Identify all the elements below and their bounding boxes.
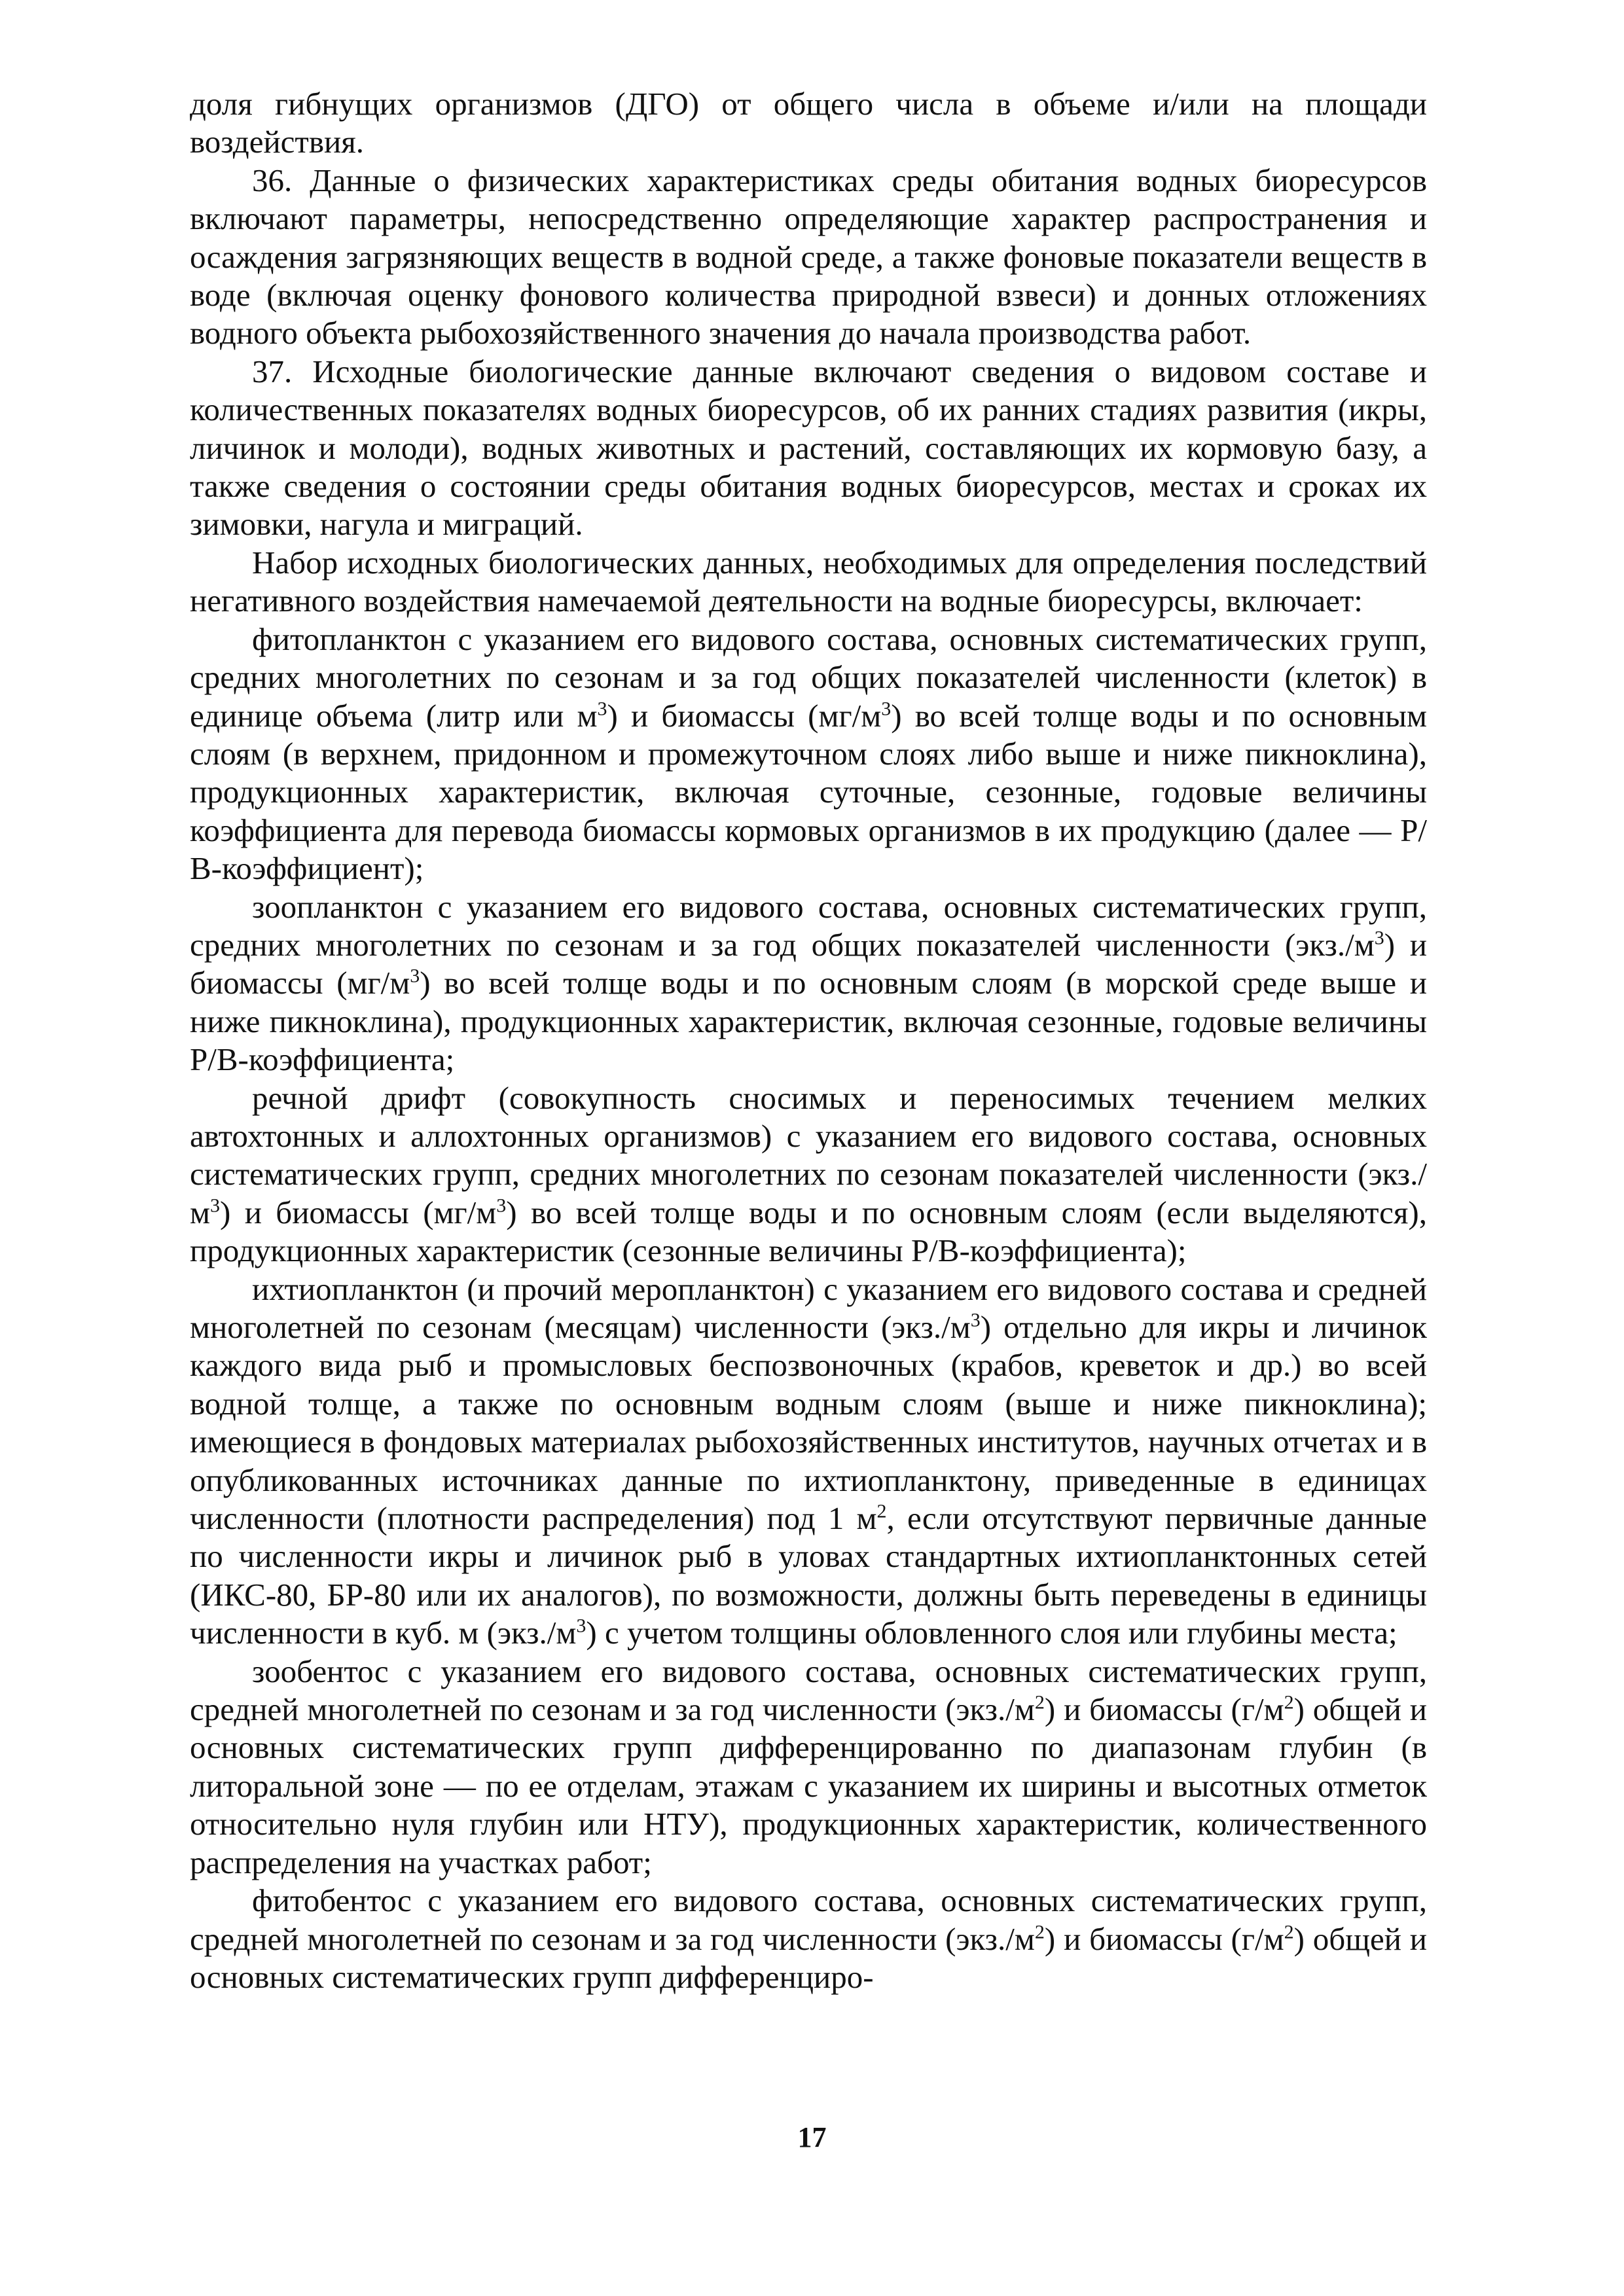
superscript-exponent: 2	[876, 1500, 887, 1522]
paragraph-37-biological-data: 37. Исходные биологические данные включают сведения о видовом составе и количественных показателях водных биоресурсов, об их ранних стадиях развития (икры, личинок и молоди), водных животных и растений, составляющих их кормовую базу, а также сведения о состоянии среды обитания водных биоресурсов, местах и сроках их зимовки, нагула и миграций.	[190, 353, 1427, 543]
paragraph-zooplankton: зоопланктон с указанием его видового состава, основных систематических групп, средних многолетних по сезонам и за год общих показателей численности $(экз./м^3)$ и биомассы $(мг/м^3)$ во всей толще воды и по основным слоям (в морской среде выше и ниже пикноклина), продукционных характеристик, включая сезонные, годовые величины Р/В-коэффициента;	[190, 888, 1427, 1078]
page-number: 17	[797, 2121, 827, 2153]
paragraph-river-drift: речной дрифт (совокупность сносимых и переносимых течением мелких автохтонных и аллохтонных организмов) с указанием его видового состава, основных систематических групп, средних многолетних по сезонам показателей численности $(экз./м^3)$ и биомассы $(мг/м^3)$ во всей толще воды и по основным слоям (если выделяются), продукционных характеристик (сезонные величины Р/В-коэффициента);	[190, 1079, 1427, 1269]
superscript-exponent: 3	[576, 1615, 586, 1637]
paragraph-phytobenthos: фитобентос с указанием его видового состава, основных систематических групп, средней многолетней по сезонам и за год численности $(экз./м^2)$ и биомассы $(г/м^2)$ общей и основных систематических групп дифференциро-	[190, 1882, 1427, 1995]
superscript-exponent: 3	[496, 1194, 507, 1217]
superscript-exponent: 2	[1284, 1921, 1294, 1943]
superscript-exponent: 2	[1034, 1921, 1045, 1943]
superscript-exponent: 3	[970, 1309, 981, 1331]
superscript-exponent: 2	[1034, 1691, 1045, 1713]
paragraph-phytoplankton: фитопланктон с указанием его видового состава, основных систематических групп, средних многолетних по сезонам и за год общих показателей численности (клеток) в единице объема (литр или $м^3$) и биомассы $(мг/м^3)$ во всей толще воды и по основным слоям (в верхнем, придонном и промежуточном слоях либо выше и ниже пикноклина), продукционных характеристик, включая суточные, сезонные, годовые величины коэффициента для перевода биомассы кормовых организмов в их продукцию (далее — Р/В-коэффициент);	[190, 620, 1427, 887]
superscript-exponent: 3	[881, 698, 892, 720]
superscript-exponent: 3	[1374, 927, 1384, 949]
paragraph-36-physical-data: 36. Данные о физических характеристиках среды обитания водных биоресурсов включают параметры, непосредственно определяющие характер распространения и осаждения загрязняющих веществ в водной среде, а также фоновые показатели веществ в воде (включая оценку фонового количества природной взвеси) и донных отложениях водного объекта рыбохозяйственного значения до начала производства работ.	[190, 162, 1427, 351]
superscript-exponent: 3	[210, 1194, 221, 1217]
superscript-exponent: 3	[410, 965, 420, 988]
paragraph-zoobenthos: зообентос с указанием его видового состава, основных систематических групп, средней многолетней по сезонам и за год численности $(экз./м^2)$ и биомассы $(г/м^2)$ общей и основных систематических групп дифференцированно по диапазонам глубин (в литоральной зоне — по ее отделам, этажам с указанием их ширины и высотных отметок относительно нуля глубин или НТУ), продукционных характеристик, количественного распределения на участках работ;	[190, 1653, 1427, 1880]
paragraph-continuation: доля гибнущих организмов (ДГО) от общего числа в объеме и/или на площади воздействия.	[190, 86, 1427, 160]
paragraph-ichthyoplankton: ихтиопланктон (и прочий меропланктон) с указанием его видового состава и средней многолетней по сезонам (месяцам) численности $(экз./м^3)$ отдельно для икры и личинок каждого вида рыб и промысловых беспозвоночных (крабов, креветок и др.) во всей водной толще, а также по основным водным слоям (выше и ниже пикноклина); имеющиеся в фондовых материалах рыбохозяйственных институтов, научных отчетах и в опубликованных источниках данные по ихтиопланктону, приведенные в единицах численности (плотности распределения) под 1 $м^2$, если отсутствуют первичные данные по численности икры и личинок рыб в уловах стандартных ихтиопланктонных сетей (ИКС-80, БР-80 или их аналогов), по возможности, должны быть переведены в единицы численности в куб. м $(экз./м^3)$ с учетом толщины обловленного слоя или глубины места;	[190, 1270, 1427, 1651]
superscript-exponent: 3	[597, 698, 607, 720]
paragraph-data-set-intro: Набор исходных биологических данных, необходимых для определения последствий негативного воздействия намечаемой деятельности на водные биоресурсы, включает:	[190, 544, 1427, 619]
document-body	[190, 85, 1427, 1996]
superscript-exponent: 2	[1284, 1691, 1294, 1713]
